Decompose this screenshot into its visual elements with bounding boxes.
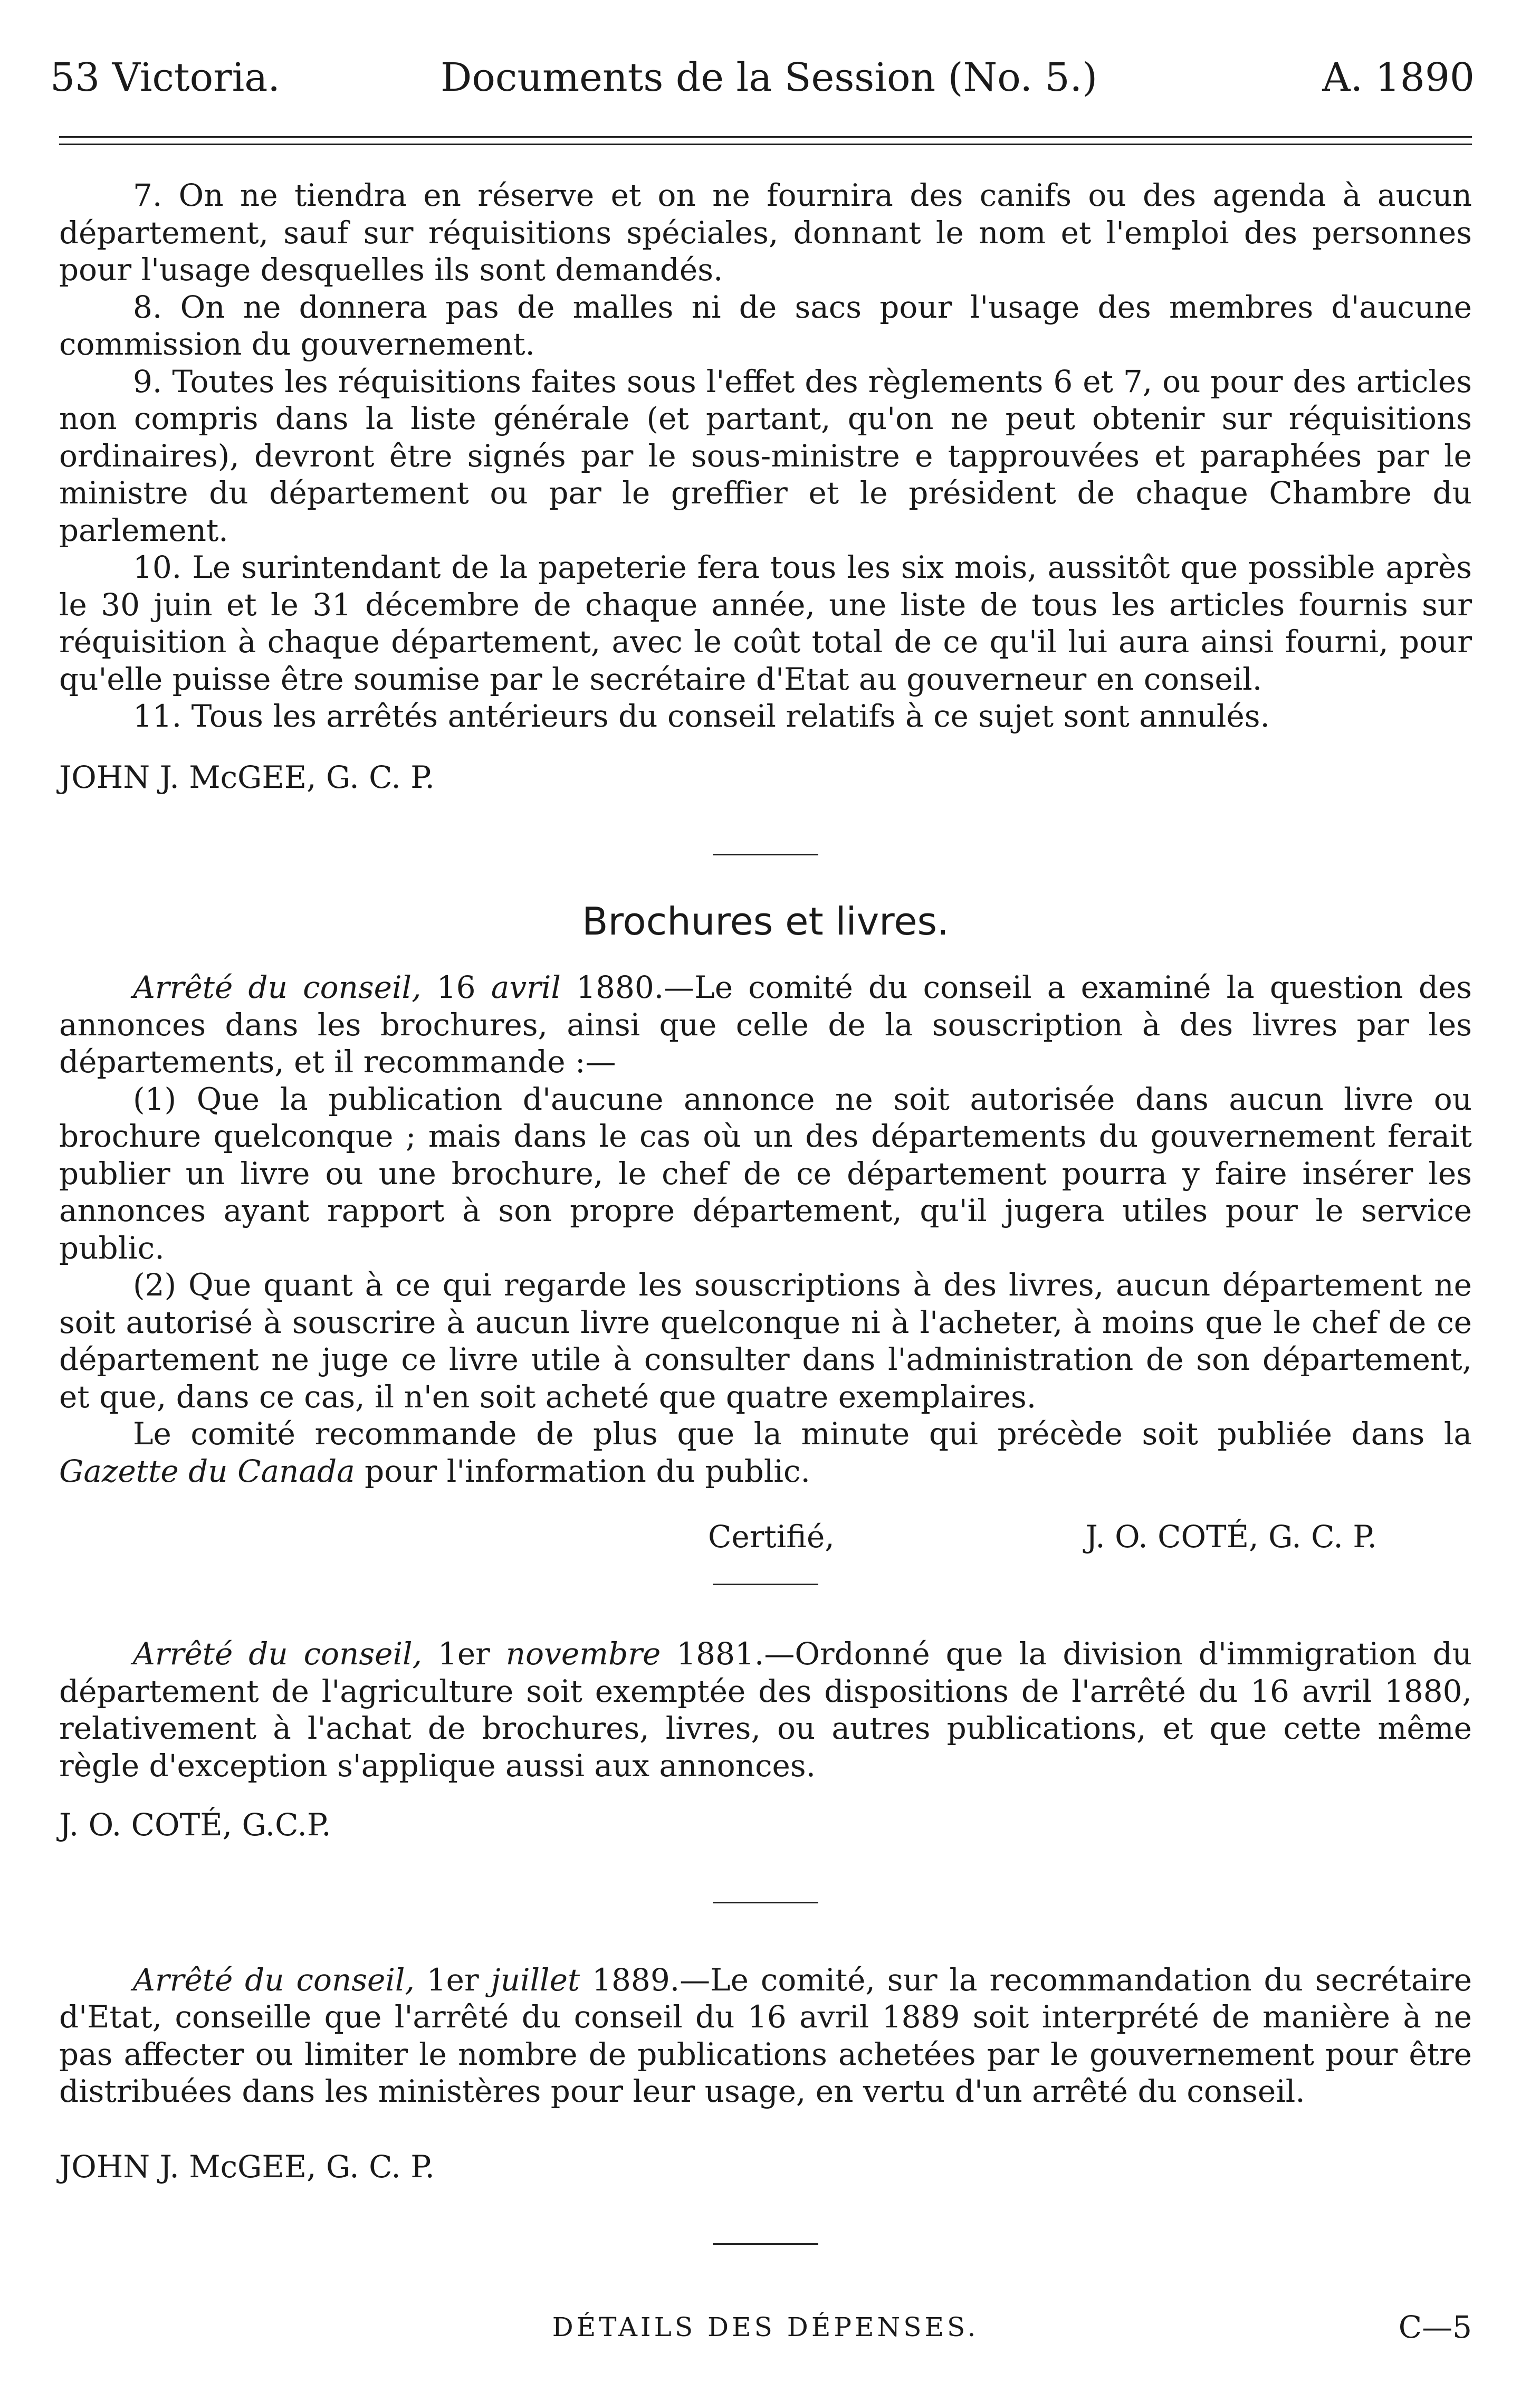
order-1881-month: novembre [505, 1636, 661, 1672]
order-1881-text: —Ordonné que la division d'immigration du département de l'agriculture soit exemptée des dispositions de l'arrêté du 16 avril 1880, relativement à l'achat de brochures, livres, ou autres publications, et que cette même règle d'exception s'applique aussi aux annonces. [59, 1636, 1472, 1784]
separator-4 [713, 2243, 818, 2245]
header-year: A. 1890 [1322, 55, 1475, 100]
order-1881 [59, 1635, 1472, 1784]
order-1881-lead: Arrêté du conseil, [133, 1636, 422, 1672]
order-1880-year: 1880. [576, 969, 664, 1005]
signature-cote-2: J. O. COTÉ, G.C.P. [59, 1807, 331, 1843]
order-1880-day: 16 [436, 969, 476, 1005]
header-volume: 53 Victoria. [50, 55, 280, 100]
paragraph-11: 11. Tous les arrêtés antérieurs du conseil relatifs à ce sujet sont annulés. [133, 698, 1270, 734]
certifie-label: Certifié, [708, 1519, 835, 1555]
order-1889-year: 1889. [592, 1961, 680, 1998]
order-1880-intro [59, 969, 1472, 1081]
page-header [50, 49, 1475, 107]
order-1889-day: 1er [426, 1961, 479, 1998]
order-1889-lead: Arrêté du conseil, [133, 1961, 415, 1998]
order-1880-item-1: (1) Que la publication d'aucune annonce ne soit autorisée dans aucun livre ou brochure quelconque ; mais dans le cas où un des départements du gouvernement ferait publier un livre ou une brochure, le chef de ce département pourra y faire insérer les annonces ayant rapport à son propre département, qu'il jugera utiles pour le service public. [59, 1081, 1472, 1266]
order-1880-lead: Arrêté du conseil, [133, 969, 422, 1005]
separator-2 [713, 1584, 818, 1585]
separator-1 [713, 854, 818, 855]
separator-3 [713, 1902, 818, 1903]
order-1880-text: —Le comité du conseil a examiné la question des annonces dans les brochures, ainsi que celle de la souscription à des livres par les départements, et il recommande :— [59, 969, 1472, 1080]
header-title: Documents de la Session (No. 5.) [441, 55, 1098, 100]
order-1881-year: 1881. [676, 1636, 764, 1672]
order-1880-item-2: (2) Que quant à ce qui regarde les souscriptions à des livres, aucun département ne soit autorisé à souscrire à aucun livre quelconque ni à l'acheter, à moins que le chef de ce département ne juge ce livre utile à consulter dans l'administration de son département, et que, dans ce cas, il n'en soit acheté que quatre exemplaires. [59, 1267, 1472, 1415]
paragraph-9: 9. Toutes les réquisitions faites sous l'effet des règlements 6 et 7, ou pour des articles non compris dans la liste générale (et partant, qu'on ne peut obtenir sur réquisitions ordinaires), devront être signés par le sous-ministre e tapprouvées et paraphées par le ministre du département ou par le greffier et le président de chaque Chambre du parlement. [59, 363, 1472, 548]
signature-mcgee-2: JOHN J. McGEE, G. C. P. [59, 2148, 435, 2185]
footer-title: DÉTAILS DES DÉPENSES. [552, 2312, 979, 2342]
gazette-title: Gazette du Canada [59, 1453, 355, 1489]
order-1880-closing-post: pour l'information du public. [365, 1453, 810, 1489]
paragraph-10: 10. Le surintendant de la papeterie fera tous les six mois, aussitôt que possible après le 30 juin et le 31 décembre de chaque année, une liste de tous les articles fournis sur réquisition à chaque département, avec le coût total de ce qu'il lui aura ainsi fourni, pour qu'elle puisse être soumise par le secrétaire d'Etat au gouverneur en conseil. [59, 549, 1472, 697]
order-1880-month: avril [491, 969, 561, 1005]
order-1889-month: juillet [491, 1961, 580, 1998]
header-rule-top [59, 136, 1472, 138]
page-footer [59, 2306, 1472, 2348]
signature-mcgee-1: JOHN J. McGEE, G. C. P. [59, 759, 435, 795]
order-1880-signature-row [59, 1512, 1472, 1562]
order-1889-text: —Le comité, sur la recommandation du secrétaire d'Etat, conseille que l'arrêté du conseil du 16 avril 1889 soit interprété de manière à ne pas affecter ou limiter le nombre de publications achetées par le gouvernement pour être distribuées dans les ministères pour leur usage, en vertu d'un arrêté du conseil. [59, 1961, 1472, 2109]
order-1880-closing [59, 1415, 1472, 1490]
paragraph-8: 8. On ne donnera pas de malles ni de sacs pour l'usage des membres d'aucune commission du gouvernement. [59, 289, 1472, 362]
document-body [59, 177, 1472, 2245]
header-rule-bottom [59, 144, 1472, 145]
order-1881-day: 1er [437, 1636, 490, 1672]
paragraph-7: 7. On ne tiendra en réserve et on ne fournira des canifs ou des agenda à aucun département, sauf sur réquisitions spéciales, donnant le nom et l'emploi des personnes pour l'usage desquelles ils sont demandés. [59, 177, 1472, 288]
order-1880-closing-pre: Le comité recommande de plus que la minute qui précède soit publiée dans la [133, 1416, 1472, 1452]
section-heading: Brochures et livres. [582, 899, 949, 944]
order-1889 [59, 1961, 1472, 2110]
signature-cote-1: J. O. COTÉ, G. C. P. [1085, 1519, 1377, 1555]
page-number: C—5 [1398, 2309, 1472, 2345]
